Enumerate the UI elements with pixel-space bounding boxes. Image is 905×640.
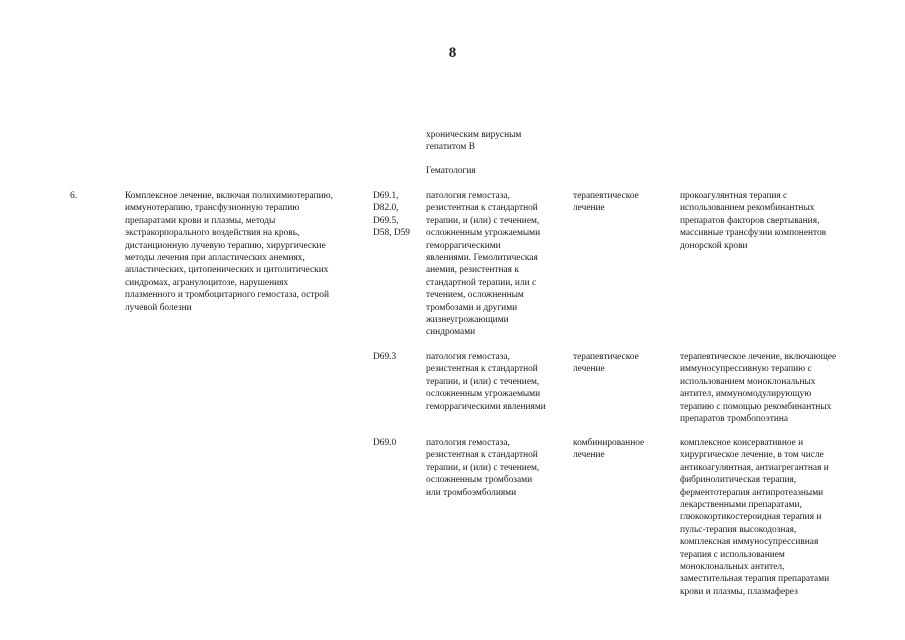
row-treatment-name: Комплексное лечение, включая полихимиотерапию, иммунотерапию, трансфузионную терапию препаратами крови и плазмы, методы экстракорпорального воздействия на кровь, дистанционную лучевую терапию, хирургические методы лечения при апластических анемиях, апластических, цитопенических и цитолитических синдромах, агранулоцитозе, нарушениях плазменного и тромбоцитарного гемостаза, острой лучевой болезни [125, 191, 333, 313]
row-number: 6. [70, 191, 78, 201]
row-treatment-method: терапевтическое лечение, включающее иммуносупрессивную терапию с использованием моноклональных антител, иммуномодулирующую терапию с помощью рекомбинантных препаратов тромбопоэтина [680, 352, 837, 425]
row-treatment-type: терапевтическое лечение [573, 352, 639, 375]
previous-row-model-tail: хроническим вирусным гепатитом В [426, 130, 522, 153]
row-icd-code: D69.3 [373, 352, 397, 362]
row-treatment-method: прокоагулянтная терапия с использованием рекомбинантных препаратов факторов свертывания, массивные трансфузии компонентов донорской крови [680, 191, 827, 251]
row-treatment-type: терапевтическое лечение [573, 191, 639, 214]
page-number: 8 [448, 45, 457, 61]
row-patient-model: патология гемостаза, резистентная к стандартной терапии, и (или) с течением, осложненным угрожаемыми геморрагическими явлениями [426, 352, 546, 412]
row-treatment-method: комплексное консервативное и хирургическое лечение, в том числе антикоагулянтная, антиагрегантная и фибринолитическая терапия, ферментотерапия антипротеазными лекарственными препаратами, глюкокортикостероидная терапия и пульс-терапия высокодозная, комплексная иммуносупрессивная терапия с использованием моноклональных антител, заместительная терапия препаратами крови и плазмы, плазмаферез [680, 438, 830, 597]
row-treatment-type: комбинированное лечение [573, 438, 645, 461]
row-patient-model: патология гемостаза, резистентная к стандартной терапии, и (или) с течением, осложненным тромбозами или тромбоэмболиями [426, 438, 540, 498]
section-title: Гематология [426, 166, 476, 176]
row-icd-code: D69.0 [373, 438, 397, 448]
row-icd-code: D69.1, D82.0, D69.5, D58, D59 [373, 191, 410, 239]
row-patient-model: патология гемостаза, резистентная к стандартной терапии, и (или) с течением, осложненным угрожаемыми геморрагическими явлениями. Гемолитическая анемия, резистентная к стандартной терапии, или с течением, осложненным тромбозами и другими жизнеугрожающими синдромами [426, 191, 541, 338]
